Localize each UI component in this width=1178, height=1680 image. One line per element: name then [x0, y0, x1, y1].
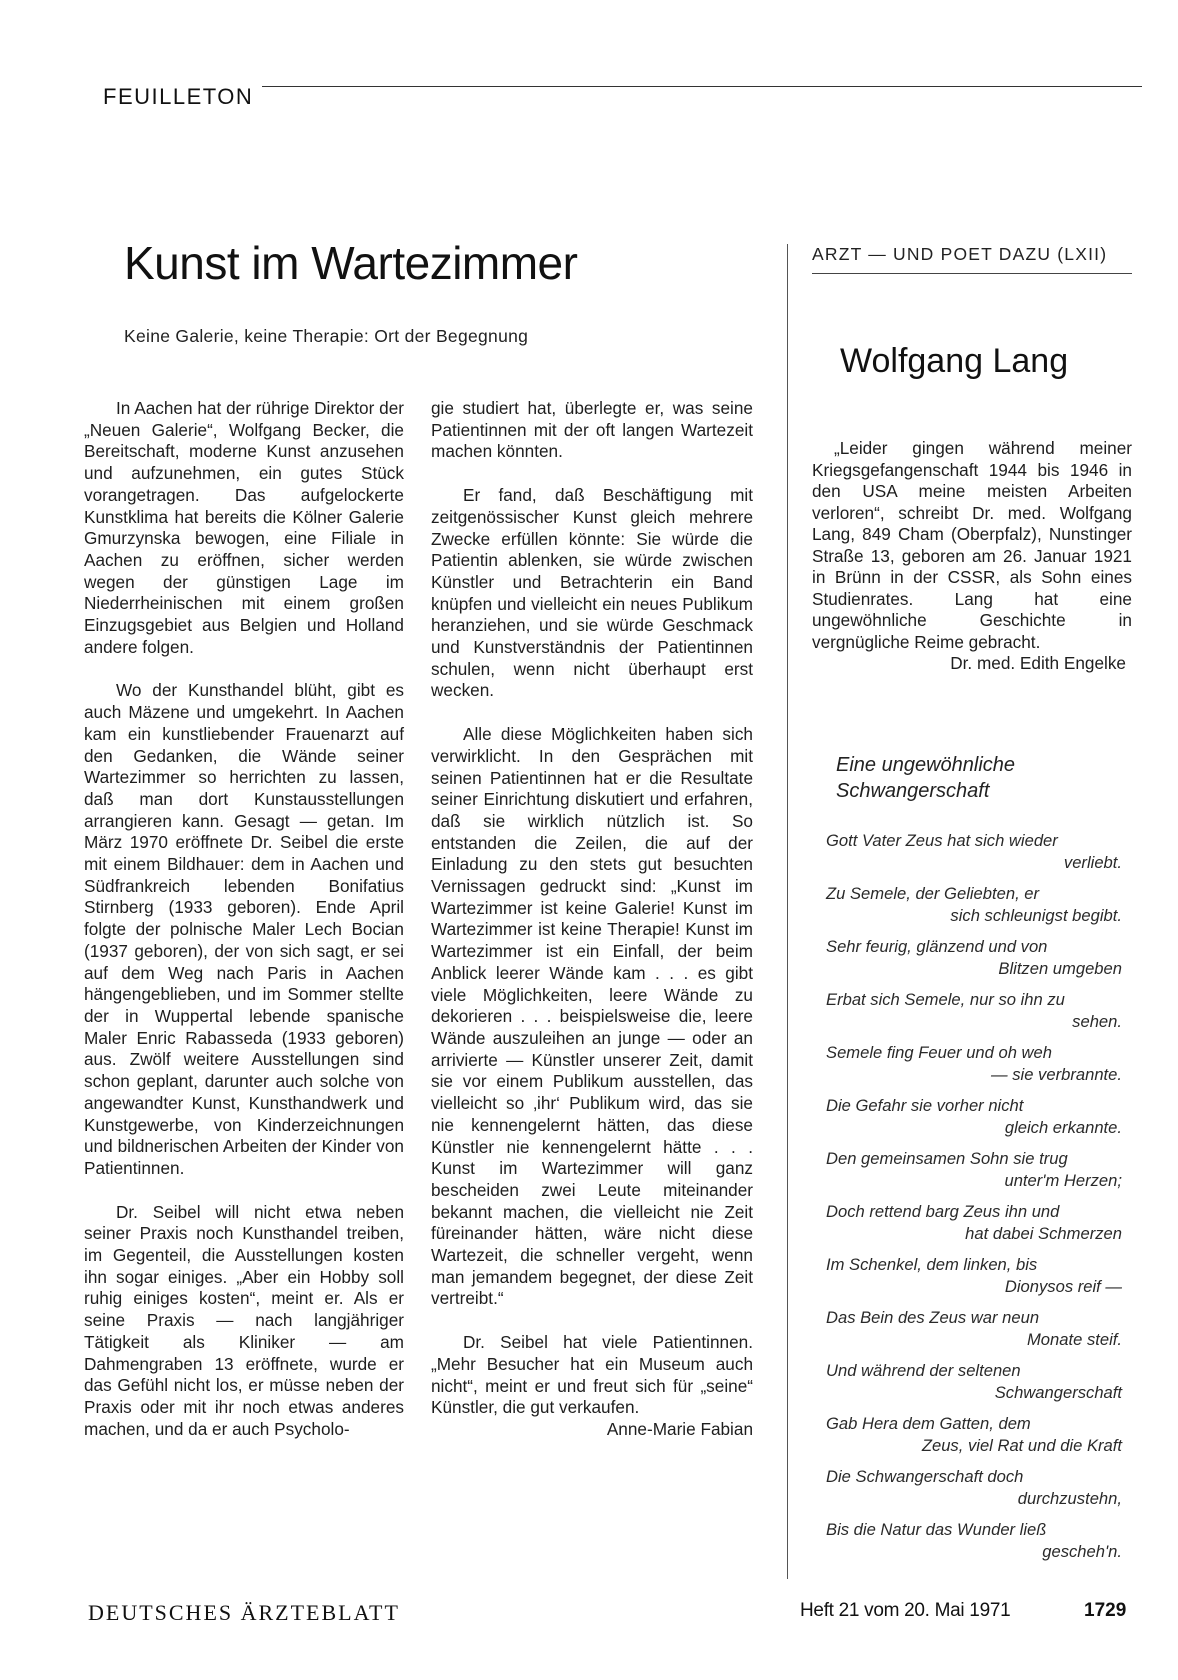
series-rule: [812, 273, 1132, 274]
column-divider: [787, 244, 788, 1579]
poem-line: Sehr feurig, glänzend und von: [826, 937, 1048, 956]
footer-page-number: 1729: [1084, 1600, 1127, 1621]
poem-line: Semele fing Feuer und oh weh: [826, 1043, 1053, 1062]
poem-stanza: [826, 1413, 1126, 1457]
poem-line: hat dabei Schmerzen: [965, 1224, 1122, 1243]
poem-line: — sie verbrannte.: [991, 1065, 1122, 1084]
intro-text: „Leider gingen während meiner Kriegsgefangenschaft 1944 bis 1946 in den USA meine meisten Arbeiten verloren“, schreibt Dr. med. Wolfgang Lang, 849 Cham (Oberpfalz), Nunstinger Straße 13, geboren am 26. Januar 1921 in Brünn in der CSSR, als Sohn eines Studienrates. Lang hat eine ungewöhnliche Geschichte in vergnügliche Reime gebracht.: [812, 438, 1132, 652]
poem-line: Erbat sich Semele, nur so ihn zu: [826, 990, 1065, 1009]
poem-stanza: [826, 1042, 1126, 1086]
poet-name: Wolfgang Lang: [840, 342, 1069, 380]
poem-line: sehen.: [1072, 1012, 1122, 1031]
poem-title: Eine ungewöhnliche Schwangerschaft: [836, 754, 1016, 802]
poet-intro: [812, 438, 1132, 675]
poem-stanza: [826, 1360, 1126, 1404]
article-subtitle: Keine Galerie, keine Therapie: Ort der Begegnung: [124, 326, 529, 346]
header-rule: [262, 86, 1142, 87]
poem-line: verliebt.: [1063, 853, 1122, 872]
poem-stanza: [826, 989, 1126, 1033]
poem: [826, 830, 1126, 1572]
poem-line: unter'm Herzen;: [1004, 1171, 1122, 1190]
poem-stanza: [826, 1148, 1126, 1192]
poem-line: Doch rettend barg Zeus ihn und: [826, 1202, 1060, 1221]
poem-line: Den gemeinsamen Sohn sie trug: [826, 1149, 1068, 1168]
poem-line: Monate steif.: [1026, 1330, 1122, 1349]
poem-stanza: [826, 1466, 1126, 1510]
section-label: FEUILLETON: [103, 84, 254, 109]
poem-line: Gott Vater Zeus hat sich wieder: [826, 831, 1058, 850]
poem-line: Blitzen umgeben: [998, 959, 1122, 978]
poem-line: Gab Hera dem Gatten, dem: [826, 1414, 1031, 1433]
poem-stanza: [826, 1254, 1126, 1298]
poem-line: Zu Semele, der Geliebten, er: [826, 884, 1040, 903]
poem-line: Im Schenkel, dem linken, bis: [826, 1255, 1038, 1274]
article-column-2: [431, 398, 753, 1441]
poem-line: Und während der seltenen: [826, 1361, 1021, 1380]
paragraph: Alle diese Möglichkeiten haben sich verwirklicht. In den Gesprächen mit seinen Patientinnen hat er die Resultate seiner Einrichtung diskutiert und erfahren, daß sie wirklich nützlich ist. So entstanden die Zeilen, die auf der Einladung zu den stets gut besuchten Vernissagen gedruckt sind: „Kunst im Wartezimmer ist keine Galerie! Kunst im Wartezimmer ist keine Therapie! Kunst im Wartezimmer ist ein Einfall, der beim Anblick leerer Wände kam . . . es gibt viele Möglichkeiten, leere Wände zu dekorieren . . . beispielsweise die, leere Wände auszuleihen an junge — oder an arrivierte — Künstler unserer Zeit, damit sie vor einem Publikum ausstellen, das vielleicht so ‚ihr‘ Publikum wird, das sie nie kennengelernt hätten, das diese Künstler nie kennengelernt hätte . . . Kunst im Wartezimmer will ganz bescheiden zwei Leute miteinander bekannt machen, die vielleicht nie Zeit füreinander hätten, wäre nicht diese Wartezeit, die schneller vergeht, wenn man jemandem begegnet, der diese Zeit vertreibt.“: [431, 724, 753, 1309]
article-column-1: [84, 398, 404, 1440]
article-author: Anne-Marie Fabian: [606, 1418, 753, 1439]
series-header: ARZT — UND POET DAZU (LXII): [812, 244, 1108, 264]
poem-line: gescheh'n.: [1042, 1542, 1122, 1561]
paragraph: In Aachen hat der rührige Direktor der „Neuen Galerie“, Wolfgang Becker, die Bereitschaft, moderne Kunst anzusehen und aufzunehmen, ein gutes Stück vorangetragen. Das aufgelockerte Kunstklima hat bereits die Kölner Galerie Gmurzynska bewogen, eine Filiale in Aachen zu eröffnen, sicher werden wegen der günstigen Lage im Niederrheinischen mit einem großen Einzugsgebiet aus Belgien und Holland andere folgen.: [84, 398, 404, 657]
paragraph: gie studiert hat, überlegte er, was seine Patientinnen mit der oft langen Wartezeit machen könnten.: [431, 398, 753, 462]
poem-line: Bis die Natur das Wunder ließ: [826, 1520, 1047, 1539]
footer-journal-name: DEUTSCHES ÄRZTEBLATT: [88, 1600, 400, 1625]
poem-line: Zeus, viel Rat und die Kraft: [921, 1436, 1122, 1455]
poem-line: sich schleunigst begibt.: [950, 906, 1122, 925]
poem-stanza: [826, 936, 1126, 980]
footer-issue: Heft 21 vom 20. Mai 1971: [800, 1600, 1011, 1621]
poem-line: Schwangerschaft: [994, 1383, 1122, 1402]
poem-line: Das Bein des Zeus war neun: [826, 1308, 1040, 1327]
article-title: Kunst im Wartezimmer: [124, 237, 578, 289]
poem-stanza: [826, 883, 1126, 927]
poem-stanza: [826, 1095, 1126, 1139]
poem-line: Dionysos reif —: [1004, 1277, 1122, 1296]
paragraph: Er fand, daß Beschäftigung mit zeitgenössischer Kunst gleich mehrere Zwecke erfüllen könnte: Sie würde die Patientin ablenken, sie würde zwischen Künstler und Betrachterin ein Band knüpfen und vielleicht ein neues Publikum heranziehen, und sie würde Geschmack und Kunstverständnis der Patientinnen schulen, wenn nicht überhaupt erst wecken.: [431, 485, 753, 701]
poem-stanza: [826, 1201, 1126, 1245]
paragraph-text: Dr. Seibel hat viele Patientinnen. „Mehr Besucher hat ein Museum auch nicht“, meint er und freut sich für „seine“ Künstler, die gut verkaufen.: [431, 1332, 753, 1418]
intro-byline: Dr. med. Edith Engelke: [950, 653, 1126, 673]
poem-line: gleich erkannte.: [1004, 1118, 1122, 1137]
closing-paragraph: [431, 1332, 753, 1439]
poem-line: durchzustehn,: [1017, 1489, 1122, 1508]
paragraph: Dr. Seibel will nicht etwa neben seiner Praxis noch Kunsthandel treiben, im Gegenteil, die Ausstellungen kosten ihn sogar einiges. „Aber ein Hobby soll ruhig einiges kosten“, meint er. Als er seine Praxis — nach langjähriger Tätigkeit als Kliniker — am Dahmengraben 13 eröffnete, wurde er das Gefühl nicht los, er müsse neben der Praxis oder mit ihr noch etwas anderes machen, und da er auch Psycholo-: [84, 1201, 404, 1439]
poem-stanza: [826, 1519, 1126, 1563]
poem-line: Die Gefahr sie vorher nicht: [826, 1096, 1024, 1115]
poem-line: Die Schwangerschaft doch: [826, 1467, 1024, 1486]
poem-stanza: [826, 830, 1126, 874]
paragraph: Wo der Kunsthandel blüht, gibt es auch Mäzene und umgekehrt. In Aachen kam ein kunstliebender Frauenarzt auf den Gedanken, die Wände seiner Wartezimmer so herrichten zu lassen, daß man dort Kunstausstellungen arrangieren kann. Gesagt — getan. Im März 1970 eröffnete Dr. Seibel die erste mit einem Bildhauer: dem in Aachen und Südfrankreich lebenden Bonifatius Stirnberg (1933 geboren). Ende April folgte der polnische Maler Lech Bocian (1937 geboren), der von sich sagt, er sei auf dem Weg nach Paris in Aachen hängengeblieben, und im Sommer stellte der in Wuppertal lebende spanische Maler Enric Rabasseda (1933 geboren) aus. Zwölf weitere Ausstellungen sind schon geplant, darunter auch solche von angewandter Kunst, Kunsthandwerk und Kunstgewerbe, von Kinderzeichnungen und bildnerischen Arbeiten der Kinder von Patientinnen.: [84, 680, 404, 1178]
poem-stanza: [826, 1307, 1126, 1351]
